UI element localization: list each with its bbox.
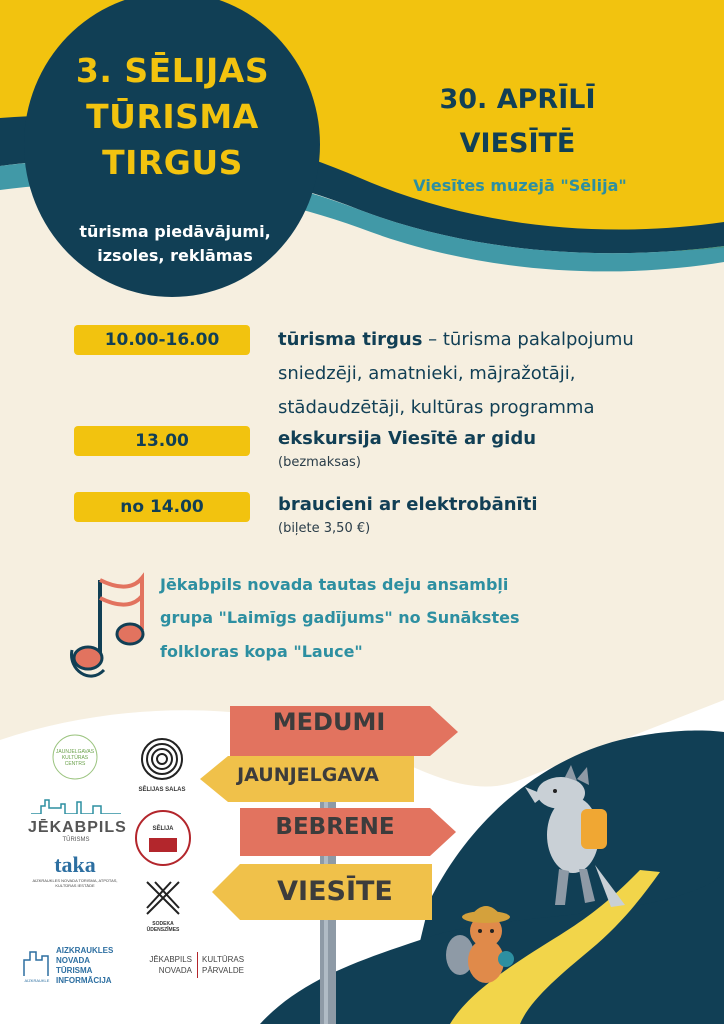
logo-kulturas-parvalde bbox=[134, 952, 264, 982]
schedule-item-2 bbox=[278, 428, 698, 470]
sign-medumi: MEDUMI bbox=[272, 708, 386, 736]
schedule-desc-1-lead: – tūrisma pakalpojumu bbox=[422, 329, 634, 350]
sign-viesite: VIESĪTE bbox=[277, 876, 393, 907]
schedule-item-1 bbox=[278, 323, 698, 425]
schedule-desc-1-line-2: stādaudzētāji, kultūras programma bbox=[278, 397, 595, 418]
logo-sodeka bbox=[138, 880, 188, 933]
jaunjelgava-logo-text: JAUNJELGAVAS KULTŪRAS CENTRS bbox=[55, 749, 95, 767]
kulturas-parvalde-text bbox=[202, 954, 244, 976]
taka-sub: AIZKRAUKLES NOVADA TŪRISMA, ATPŪTAS, KULTŪRAS IESTĀDE bbox=[32, 878, 118, 888]
logo-divider bbox=[197, 952, 198, 978]
aizkraukle-line-4: INFORMĀCIJA bbox=[56, 976, 112, 985]
event-venue: Viesītes muzejā "Sēlija" bbox=[413, 176, 627, 195]
sign-bebrene: BEBRENE bbox=[275, 814, 395, 840]
museum-badge-icon bbox=[133, 808, 193, 868]
logo-selija-museum bbox=[133, 808, 193, 868]
performer-3: folkloras kopa "Lauce" bbox=[160, 642, 363, 661]
schedule-title-2: ekskursija Viesītē ar gidu bbox=[278, 428, 537, 449]
schedule-desc-1-line-1: sniedzēji, amatnieki, mājražotāji, bbox=[278, 363, 576, 384]
wolf-illustration bbox=[515, 765, 645, 915]
logo-selijas-salas bbox=[132, 736, 192, 793]
kulturas-parvalde-line-2: PĀRVALDE bbox=[202, 966, 244, 975]
taka-title: taka bbox=[54, 852, 96, 877]
aizkraukle-small: AIZKRAUKLE bbox=[24, 978, 50, 983]
skyline-icon bbox=[31, 798, 121, 814]
schedule-note-2: (bezmaksas) bbox=[278, 455, 361, 470]
jekabpils-novada-text bbox=[134, 954, 192, 976]
jekabpils-novada-line-1: JĒKABPILS bbox=[149, 955, 192, 964]
logo-jekabpils-turisms bbox=[28, 798, 127, 843]
logo-aizkraukle bbox=[20, 944, 130, 988]
time-badge-3: no 14.00 bbox=[74, 492, 250, 522]
performer-2: grupa "Laimīgs gadījums" no Sunākstes bbox=[160, 608, 520, 627]
title-line-1: 3. SĒLIJAS bbox=[75, 51, 270, 90]
jekabpils-title: JĒKABPILS bbox=[28, 819, 127, 836]
aizkraukle-icon bbox=[22, 946, 52, 980]
event-date bbox=[385, 78, 650, 166]
aizkraukle-text bbox=[56, 946, 113, 986]
time-badge-1: 10.00-16.00 bbox=[74, 325, 250, 355]
subtitle-line-2: izsoles, reklāmas bbox=[97, 246, 253, 265]
logo-jaunjelgava bbox=[45, 733, 105, 781]
event-subtitle bbox=[40, 220, 310, 268]
selijas-salas-text: SĒLIJAS SALAS bbox=[138, 787, 186, 793]
schedule-note-3: (biļete 3,50 €) bbox=[278, 521, 371, 536]
sign-jaunjelgava: JAUNJELGAVA bbox=[237, 764, 379, 786]
squirrel-illustration bbox=[440, 895, 530, 995]
fingerprint-icon bbox=[139, 736, 185, 782]
x-mark-icon bbox=[143, 880, 183, 916]
logo-taka bbox=[30, 852, 120, 888]
jekabpils-novada-line-2: NOVADA bbox=[158, 966, 192, 975]
title-line-2: TŪRISMA bbox=[86, 97, 259, 136]
title-line-3: TIRGUS bbox=[102, 143, 243, 182]
subtitle-line-1: tūrisma piedāvājumi, bbox=[79, 222, 271, 241]
aizkraukle-line-3: TŪRISMA bbox=[56, 966, 93, 975]
aizkraukle-line-2: NOVADA bbox=[56, 956, 91, 965]
schedule-item-3 bbox=[278, 494, 698, 536]
sodeka-text: SODEKA ŪDENSZĪMES bbox=[146, 921, 180, 933]
schedule-title-3: braucieni ar elektrobānīti bbox=[278, 494, 538, 515]
performer-1: Jēkabpils novada tautas deju ansambļi bbox=[160, 575, 509, 594]
time-badge-2: 13.00 bbox=[74, 426, 250, 456]
kulturas-parvalde-line-1: KULTŪRAS bbox=[202, 955, 245, 964]
jekabpils-sub: TŪRISMS bbox=[62, 837, 90, 843]
event-title bbox=[40, 48, 305, 186]
schedule-title-1: tūrisma tirgus bbox=[278, 329, 423, 350]
music-note-icon bbox=[70, 570, 150, 690]
museum-badge-text: SĒLIJA bbox=[152, 826, 174, 832]
date-line-2: VIESĪTĒ bbox=[459, 128, 576, 159]
aizkraukle-line-1: AIZKRAUKLES bbox=[56, 946, 114, 955]
date-line-1: 30. APRĪLĪ bbox=[439, 84, 596, 115]
